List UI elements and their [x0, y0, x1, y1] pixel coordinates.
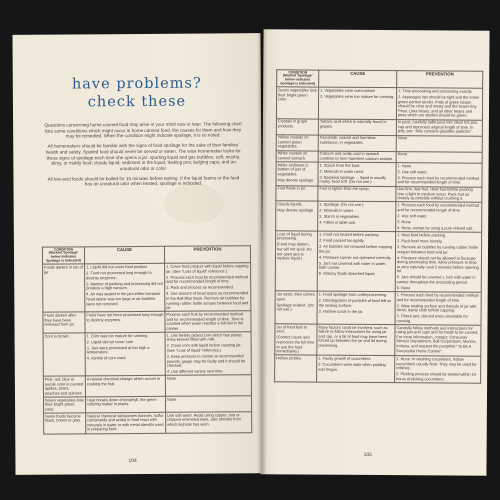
- cause-text: 1. Starch from the food.: [319, 162, 361, 168]
- cell-prevention: [165, 311, 251, 332]
- cell-cause: [86, 412, 166, 433]
- cell-cause: [318, 186, 396, 203]
- prevention-text: 3. Pack and process as recommended.: [166, 284, 234, 291]
- table-row: [276, 201, 482, 232]
- condition-text: Jar of food fails to seal.: [276, 324, 308, 334]
- prevention-text: 2. Cover corn with liquid before capping jar. (See "Loss of liquid" reference.): [166, 342, 242, 353]
- cause-text: Heat breaks down chlorophyll, the green coloring matter in plants.: [86, 396, 157, 407]
- cell-condition: [276, 134, 318, 150]
- cell-condition: [276, 150, 318, 162]
- cause-text: 2. Disintegration of particles of food left on the sealing surface.: [318, 297, 392, 308]
- cause-text: 5. Jars not covered with water in water-bath canner.: [318, 260, 387, 271]
- table-row: [275, 324, 481, 357]
- cell-condition: [276, 162, 318, 186]
- prevention-text: 1. Use freshly picked corn which has plump, shiny kernels filled with milk.: [166, 331, 243, 342]
- cell-condition: [276, 87, 318, 119]
- cause-text: Many factors could be involved, such as failure to follow instructions for using jar and cap, or a bit of food may have been forced up between the jar and lid during processing.: [318, 324, 388, 348]
- prevention-text: 3. Process each food by recommended method and for recommended length of time.: [397, 174, 480, 185]
- cell-cause: [318, 162, 396, 186]
- table-row: [275, 355, 481, 383]
- table-header-row: [42, 246, 250, 265]
- condition-text: (Correct cause and reprocess the full time or use the food immediately.): [276, 334, 315, 354]
- cause-text: 2. Liquid did not cover corn.: [86, 338, 135, 345]
- header-prevention: PREVENTION: [397, 71, 483, 89]
- page-title-line1: have problems?: [71, 75, 202, 93]
- prevention-text: 2. Use soft water.: [397, 168, 428, 174]
- prevention-text: 2. Wipe sealing surface and threads of jar with clean, damp cloth before capping.: [396, 302, 477, 313]
- cell-condition: [43, 376, 85, 397]
- cause-text: Natural chemical substances (tannins, sulfur compounds and acids) in food react with minerals in water or with metal utensils used in preparing food.: [87, 412, 164, 432]
- cause-text: 1. Liquid did not cover food product.: [86, 263, 148, 270]
- cause-text: Fruits have not been processed long enough to destroy enzymes.: [86, 311, 164, 322]
- cell-condition: [275, 355, 317, 382]
- table-row: [43, 332, 251, 377]
- condition-text: May denote spoilage.: [277, 207, 315, 213]
- cell-prevention: [396, 151, 482, 163]
- cause-text: 2. Minerals in water.: [319, 207, 354, 214]
- page-title-line2: check these: [87, 93, 187, 111]
- prevention-text: 6. None: [396, 285, 411, 291]
- condition-text: May denote spoilage.: [277, 177, 315, 183]
- prevention-text: 1. Heat food before packing.: [397, 231, 447, 238]
- cell-cause: [85, 396, 165, 413]
- table-row: [43, 375, 251, 397]
- table-row: [276, 87, 482, 120]
- condition-text: Green vegetables lose their bright green color.: [278, 87, 318, 102]
- prevention-text: 2. Process each food by recommended method and for recommended length of time.: [166, 273, 248, 285]
- cell-prevention: [396, 163, 482, 187]
- cell-condition: [276, 201, 318, 231]
- cause-text: 2. Food not processed long enough to destroy enzymes.: [86, 269, 152, 281]
- cell-condition: [275, 324, 317, 356]
- cell-condition: [43, 333, 85, 377]
- cause-text: 3. Jars were processed at too high a temperature.: [86, 344, 150, 355]
- table-header-row: [277, 70, 483, 89]
- cell-cause: [318, 151, 396, 163]
- prevention-text: 1. Cover food product with liquid before capping jar. (See "Loss of liquid" reference.): [166, 263, 249, 274]
- table-row: [276, 185, 482, 202]
- cell-prevention: [395, 232, 481, 293]
- cell-prevention: [165, 396, 251, 413]
- cause-text: A natural chemical change which occurs in cooking the fruit.: [86, 375, 161, 386]
- header-cause: CAUSE: [84, 246, 164, 264]
- prevention-text: 3. Check jars; discard ones unsuitable for canning.: [396, 313, 468, 324]
- condition-text: Fruit floats in jar.: [277, 185, 307, 191]
- condition-text: Jar seals, then comes open.: [276, 291, 315, 301]
- prevention-text: 3. None: [397, 218, 411, 225]
- header-condition: CONDITION (Marked 'Spoilage' below indicates Spoilage is Indicated): [277, 70, 319, 88]
- cause-text: 1. Faulty growth of cucumbers.: [318, 355, 372, 361]
- table-row: [44, 412, 252, 434]
- page-number: 104: [128, 458, 137, 465]
- cell-prevention: [396, 119, 482, 136]
- cause-text: 3. Hairline crack in the jar.: [318, 308, 364, 314]
- cell-cause: [317, 231, 395, 292]
- cell-condition: [276, 185, 318, 201]
- cell-condition: [43, 312, 85, 333]
- prevention-text: 1. Time precooking and processing exactly.: [398, 88, 473, 94]
- condition-text: Yellow crystals on canned green vegetables.: [277, 134, 309, 149]
- table-row: [275, 231, 481, 293]
- cell-prevention: [166, 412, 252, 433]
- prevention-text: 3. Remove air bubbles by running rubber bottle scraper between food and jar.: [396, 244, 479, 255]
- cause-text: 3. Manner of packing and processing did not produce a high vacuum.: [86, 280, 163, 291]
- cell-prevention: [396, 202, 482, 232]
- condition-text: Some foods become black, brown or gray.: [45, 412, 82, 423]
- cause-text: 1. Food not heated before packing.: [319, 231, 380, 237]
- prevention-text: 2. Pack food more loosely.: [397, 237, 443, 244]
- intro-paragraph: All low-acid foods should be boiled for 15 minutes before tasting. If the liquid foams or the food has an unnatural odor when heated, spoilage is indicated.: [47, 174, 240, 187]
- condition-text: (Food may darken, but will not spoil. Do not open jars to replace liquid.): [276, 241, 312, 261]
- prevention-text: 2. Use soft water.: [397, 212, 428, 219]
- left-page: [12, 33, 263, 475]
- cell-prevention: [395, 356, 481, 383]
- prevention-text: 3. Keep pressure in canner at recommended pounds; gauge may be faulty and it should be checked.: [166, 353, 246, 368]
- condition-text: Loss of liquid during processing.: [277, 231, 312, 241]
- cell-cause: [317, 324, 395, 356]
- condition-text: Cloudy liquids.: [277, 201, 303, 207]
- cell-condition: [44, 413, 86, 434]
- cause-text: 4. Pressure canner not operated correctly.: [318, 254, 392, 260]
- prevention-text: None: [166, 375, 177, 381]
- header-condition: CONDITION (Marked 'Spoilage' below indicates Spoilage is Indicated): [42, 247, 84, 265]
- table-row: [276, 118, 482, 135]
- prevention-text: Carefully follow methods and instructions for using jars and caps and for foods to be canned. For more information, contact: Consumer Service Department, Ball Corporation, Muncie, Indiana, and request the pamphlet "To Be A Successful Home Canner".: [396, 324, 479, 354]
- condition-text: Pink, red, blue or purple color in canned apples, pears, peaches and quinces.: [44, 376, 84, 396]
- condition-text: Corn is brown.: [44, 333, 70, 339]
- cause-text: Glucoside, natural and harmless substance, in vegetables.: [319, 134, 376, 145]
- prevention-text: 2. Asparagus tips should be tight and the entire green portion tender. Pods of green beans should be crisp and meaty and the beans tiny. Peas, Lima beans, and all other beans and peas which are shelled should be green.: [397, 94, 480, 119]
- table-row: [43, 311, 251, 333]
- cell-cause: [318, 119, 396, 136]
- cell-condition: [275, 231, 317, 292]
- prevention-text: Use firm, ripe fruit. Heat fruit before packing. Use a light to medium syrup. Pack fruit as closely as possible without crushing it.: [397, 186, 474, 201]
- condition-text: Green vegetables lose their bright green color.: [44, 396, 84, 412]
- prevention-text: 2. Pickling process should be started within 24 hours of picking cucumbers.: [396, 371, 476, 382]
- cause-text: Calcium and oxalic acid in spinach combine to form harmless calcium oxalate.: [319, 150, 394, 161]
- page-stain: [164, 183, 224, 223]
- table-row: [275, 291, 481, 325]
- cause-text: 1. Vegetables were overcooked.: [320, 87, 376, 93]
- cause-text: Tartaric acid which is naturally found in grapes.: [319, 118, 387, 129]
- cell-condition: [276, 118, 318, 134]
- prevention-text: 1. None: [397, 162, 412, 168]
- prevention-text: Use soft water. Avoid using copper, iron or chipped enameled ware, also utensils from which tin/plate has worn.: [167, 411, 241, 427]
- cell-condition: [43, 264, 85, 312]
- cause-text: 4. Variety of corn used.: [86, 355, 127, 361]
- condition-text: White crystals on canned spinach.: [277, 150, 308, 161]
- cause-text: 3. Air bubbles not removed before capping the jar.: [318, 243, 393, 254]
- cause-text: 2. Minerals in water used.: [319, 168, 364, 174]
- prevention-text: 4. None, except by using a pure refined salt.: [397, 225, 474, 231]
- table-row: [276, 162, 482, 187]
- cell-prevention: [396, 186, 482, 203]
- prevention-text: None: [166, 396, 177, 402]
- cell-cause: [85, 332, 165, 376]
- prevention-text: 4. Use different variety next time.: [166, 368, 224, 375]
- cell-prevention: [396, 88, 482, 120]
- cell-prevention: [395, 292, 481, 325]
- header-prevention: PREVENTION: [164, 246, 250, 264]
- cell-cause: [85, 376, 165, 397]
- condition-text: Hollow pickles.: [276, 355, 303, 361]
- intro-paragraph: All homemakers should be familiar with the signs of food spoilage for the sake of their families' health and safety. Spoiled food should never be served or eaten. The wise homemaker looks for these signs of spoilage each time she opens a jar: spurting liquid and gas bubbles; soft, mushy, slimy, or moldy food; cloudy liquid; sediment in the liquid; leaking jars; bulging caps; and an unnatural odor or color.: [45, 142, 241, 172]
- cell-cause: [318, 87, 396, 119]
- cause-text: 1. Food spoilage from underprocessing.: [318, 291, 388, 298]
- prevention-text: 1. None. In washing cucumbers, hollow cucumbers usually float. They may be used for relishes.: [396, 356, 477, 371]
- cell-cause: [317, 355, 395, 382]
- prevention-text: None: [397, 135, 408, 141]
- problems-table-right: [274, 69, 483, 383]
- cell-prevention: [165, 332, 251, 376]
- table-row: [43, 396, 251, 413]
- cause-text: 2. Food packed too tightly.: [319, 237, 365, 243]
- table-row: [43, 263, 251, 312]
- header-cause: CAUSE: [319, 70, 397, 88]
- cause-text: 4. Air was sealed in the jars either because head space was too large or air bubbles were not removed.: [86, 291, 161, 306]
- cell-condition: [43, 397, 85, 413]
- prevention-text: None: [397, 151, 408, 157]
- cell-cause: [85, 312, 165, 333]
- cause-text: 4. Fillers in table salt.: [319, 219, 356, 226]
- cell-cause: [317, 291, 395, 324]
- cause-text: 6. Starchy foods absorbed liquid.: [318, 270, 376, 277]
- condition-text: Crystals in grape products.: [277, 118, 308, 129]
- cause-text: 3. Starch in vegetables.: [319, 213, 360, 220]
- condition-text: White sediment in bottom of jars of vegetables.: [277, 161, 309, 177]
- intro-text: [43, 121, 243, 187]
- prevention-text: 1. Process each food by recommended method and for recommended length of time.: [396, 292, 479, 303]
- prevention-text: 5. Jars should be covered 1 inch with water in canner throughout the processing period.: [396, 274, 476, 285]
- cell-prevention: [396, 135, 482, 152]
- book-gutter: [257, 28, 267, 478]
- page-number: 105: [363, 451, 372, 458]
- prevention-text: 4. Pressure should not be allowed to fluctuate during processing time. Allow pressure to drop to zero naturally; wait 2 minutes before opening lid.: [396, 254, 479, 274]
- intro-paragraph: Questions concerning home canned food may arise in your mind now or later. The following chart lists some conditions which might occur in home canned food, the causes for them and how they may be remedied. When the condition might indicate spoilage, it is so noted.: [44, 121, 242, 139]
- cause-text: 2. Vegetables were too mature for canning.: [320, 93, 395, 100]
- prevention-text: 4. Use amount of head space as recommended in the Ball Blue Book. Remove air bubbles by running rubber bottle scraper between food and jar.: [166, 290, 249, 311]
- cell-prevention: [165, 263, 251, 312]
- cause-text: 1. Spoilage. (Do not use.): [319, 201, 364, 207]
- problems-table-left: [42, 245, 252, 434]
- cell-cause: [318, 135, 396, 152]
- cause-text: 3. Bacterial spoilage ... liquid is usually murky, food soft. (Do not use.): [319, 174, 387, 185]
- cause-text: Fruit is lighter than the syrup.: [319, 185, 370, 192]
- prevention-text: In juice, carefully ladle juice into clean hot jars, cap and reprocess original length of time. In jelly, see "Jelly contains glasslike particles".: [397, 119, 478, 135]
- cell-cause: [85, 264, 165, 313]
- cause-text: 1. Corn was too mature for canning.: [86, 332, 149, 338]
- cause-text: 2. Cucumbers were stale when pickling was begun.: [318, 361, 386, 372]
- condition-text: Foods darken in top of jar.: [44, 264, 83, 275]
- condition-text: Fruits darken after they have been removed from jar.: [44, 312, 77, 327]
- cell-prevention: [165, 375, 251, 396]
- table-row: [276, 134, 482, 151]
- condition-text: Spoilage evident. (Do not use.): [276, 301, 314, 312]
- right-page: [260, 29, 489, 476]
- prevention-text: Process each fruit by recommended method and for recommended length of time. Time is counted when water reaches a full boil in the canner.: [166, 311, 244, 331]
- cell-prevention: [395, 325, 481, 357]
- cell-cause: [318, 202, 396, 232]
- cell-condition: [275, 291, 317, 324]
- prevention-text: 1. Process each food by recommended method and for recommended length of time.: [397, 202, 480, 213]
